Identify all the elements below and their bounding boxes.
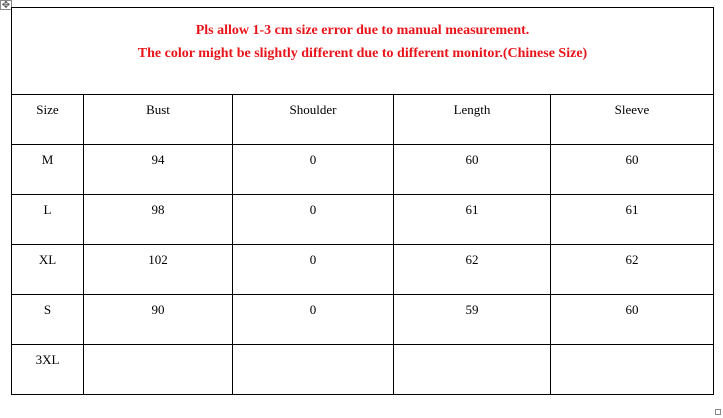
table-row <box>12 245 714 295</box>
bust-cell: 94 <box>84 145 233 195</box>
shoulder-cell: 0 <box>233 145 394 195</box>
notice-color-difference: The color might be slightly different due to different monitor.(Chinese Size) <box>137 46 588 61</box>
table-header-row <box>12 95 714 145</box>
sleeve-cell: 60 <box>551 145 714 195</box>
notice-cell <box>12 8 714 95</box>
length-cell: 62 <box>394 245 551 295</box>
table-move-icon[interactable]: ✥ <box>1 0 11 11</box>
bust-cell <box>84 345 233 395</box>
bust-cell: 102 <box>84 245 233 295</box>
length-cell: 61 <box>394 195 551 245</box>
table-row <box>12 145 714 195</box>
header-cell-bust: Bust <box>84 95 233 145</box>
size-cell: L <box>12 195 84 245</box>
sleeve-cell: 61 <box>551 195 714 245</box>
table-resize-icon[interactable] <box>715 409 721 415</box>
bust-cell: 98 <box>84 195 233 245</box>
shoulder-cell: 0 <box>233 195 394 245</box>
size-cell: 3XL <box>12 345 84 395</box>
bust-cell: 90 <box>84 295 233 345</box>
length-cell: 59 <box>394 295 551 345</box>
length-cell <box>394 345 551 395</box>
shoulder-cell: 0 <box>233 245 394 295</box>
table-row <box>12 195 714 245</box>
header-cell-size: Size <box>12 95 84 145</box>
sleeve-cell: 62 <box>551 245 714 295</box>
header-cell-length: Length <box>394 95 551 145</box>
table-row <box>12 295 714 345</box>
shoulder-cell <box>233 345 394 395</box>
sleeve-cell: 60 <box>551 295 714 345</box>
size-chart-table <box>11 7 714 395</box>
notice-measurement-error: Pls allow 1-3 cm size error due to manual measurement. <box>195 23 530 38</box>
sleeve-cell <box>551 345 714 395</box>
notice-row <box>12 8 714 95</box>
size-cell: M <box>12 145 84 195</box>
header-cell-shoulder: Shoulder <box>233 95 394 145</box>
table-row <box>12 345 714 395</box>
length-cell: 60 <box>394 145 551 195</box>
size-cell: XL <box>12 245 84 295</box>
header-cell-sleeve: Sleeve <box>551 95 714 145</box>
size-cell: S <box>12 295 84 345</box>
shoulder-cell: 0 <box>233 295 394 345</box>
